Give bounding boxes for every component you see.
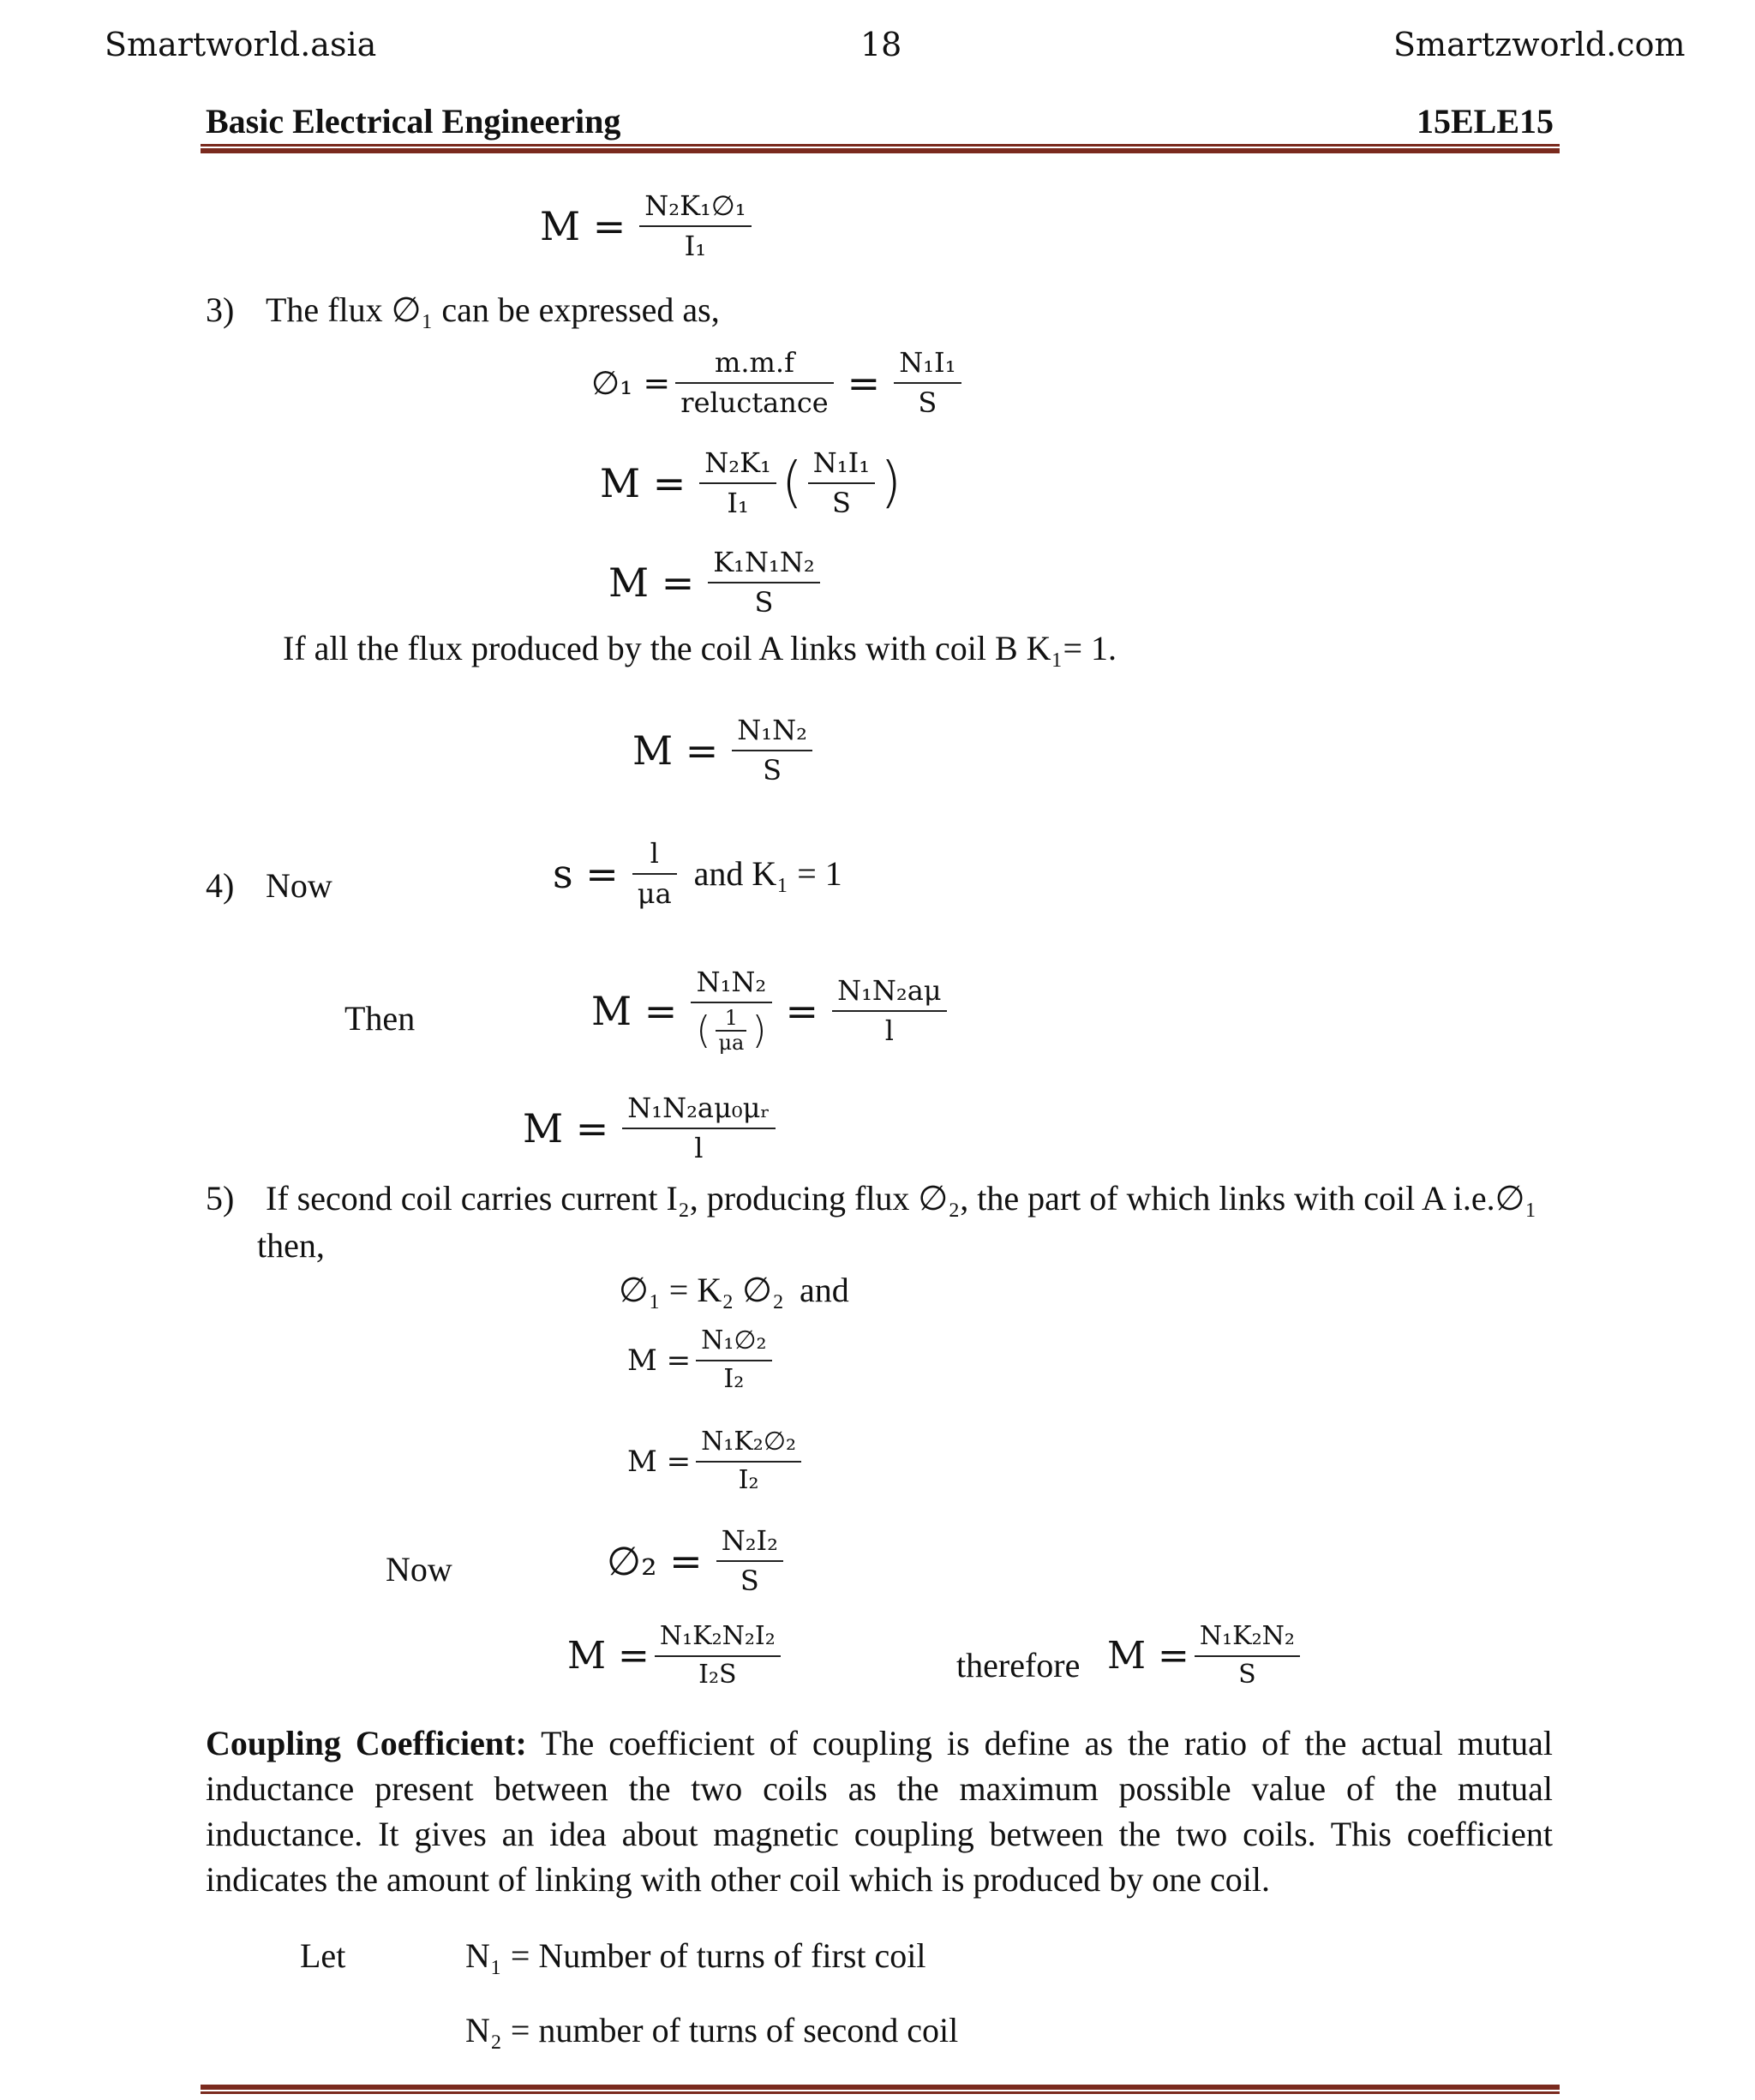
eq9-denominator: I₂ xyxy=(738,1464,759,1495)
equation-flux-relation: ∅₁ = K₂ ∅₂ xyxy=(619,1271,784,1309)
then-inner-right-paren: ) xyxy=(752,1008,767,1053)
eq5-lhs: M = xyxy=(632,727,719,774)
equation-m-n1n2 xyxy=(624,715,818,787)
equation-m-k1n1n2 xyxy=(600,547,825,619)
eq9-numerator: N₁K₂∅₂ xyxy=(701,1427,796,1457)
eq10-denominator: S xyxy=(740,1564,759,1597)
item4-tail: and K₁ = 1 xyxy=(693,854,842,894)
eq6-denominator: l xyxy=(694,1131,704,1164)
then-denominator-2: l xyxy=(884,1014,894,1047)
eq4-denominator: S xyxy=(754,585,774,619)
equation-flux-mmf xyxy=(591,347,967,419)
then-inner-left-paren: ( xyxy=(696,1008,711,1053)
let-line-1: N₁ = Number of turns of first coil xyxy=(465,1936,926,1975)
eq11-numerator-2: N₁K₂N₂ xyxy=(1199,1621,1295,1651)
item-5-number: 5) xyxy=(206,1179,235,1218)
eq11-lhs-2: M = xyxy=(1107,1634,1189,1678)
equation-phi2 xyxy=(598,1525,788,1597)
right-site-name: Smartzworld.com xyxy=(1393,26,1686,63)
coupling-coefficient-paragraph xyxy=(206,1720,1553,1902)
equation-m-n1-phi2 xyxy=(627,1326,777,1394)
eq2-denominator-1: reluctance xyxy=(680,386,829,419)
then-label: Then xyxy=(344,999,416,1038)
equation-m-final xyxy=(567,1622,786,1690)
eq2-equals: = xyxy=(847,359,881,406)
item-5-line-1: If second coil carries current I₂, producing flux ∅₂, the part of which links with coil A i.e.∅₁ xyxy=(266,1179,1537,1218)
coupling-heading: Coupling Coefficient: xyxy=(206,1724,527,1762)
item4-numerator: l xyxy=(650,837,659,870)
equation-m-substituted xyxy=(591,447,901,519)
item4-lhs: s = xyxy=(553,850,619,897)
eq8-lhs: M = xyxy=(627,1343,692,1378)
item-5-line-2: then, xyxy=(257,1226,325,1265)
eq10-numerator: N₂I₂ xyxy=(721,1524,778,1557)
item-4-number: 4) xyxy=(206,866,235,905)
equation-m-result xyxy=(1107,1622,1305,1690)
then-numerator-1: N₁N₂ xyxy=(696,966,767,998)
eq4-lhs: M = xyxy=(608,559,695,606)
then-equals: = xyxy=(785,987,819,1034)
eq11-numerator: N₁K₂N₂I₂ xyxy=(659,1621,776,1651)
then-lhs: M = xyxy=(591,987,678,1034)
therefore-label: therefore xyxy=(956,1646,1081,1684)
page-number: 18 xyxy=(860,26,902,63)
let-line-2: N₂ = number of turns of second coil xyxy=(465,2011,959,2049)
eq1-denominator: I₁ xyxy=(684,229,707,262)
let-label: Let xyxy=(300,1936,346,1975)
item-3-number: 3) xyxy=(206,290,235,329)
eq5-denominator: S xyxy=(763,753,782,787)
eq1-numerator: N₂K₁∅₁ xyxy=(644,189,746,222)
item-3-text: The flux ∅₁ can be expressed as, xyxy=(266,290,720,329)
eq9-lhs: M = xyxy=(627,1444,692,1479)
then-inner-numerator: 1 xyxy=(724,1005,739,1030)
now-label: Now xyxy=(386,1550,452,1588)
equation-flux-relation-and: and xyxy=(800,1271,849,1309)
subject-title: Basic Electrical Engineering xyxy=(206,102,621,141)
equation-m-then xyxy=(583,966,952,1056)
eq3-right-paren: ) xyxy=(880,451,902,515)
eq2-numerator-2: N₁I₁ xyxy=(899,346,956,379)
eq1-lhs: M = xyxy=(540,202,626,249)
equation-m-flux xyxy=(531,190,757,262)
eq3-denominator-1: I₁ xyxy=(727,486,749,519)
eq11-denominator-2: S xyxy=(1238,1659,1256,1690)
eq6-lhs: M = xyxy=(523,1104,609,1152)
coupling-body: The coefficient of coupling is define as the ratio of the actual mutual inductance present between the two coils as the maximum possible value of the mutual inductance. It gives an idea about magnetic coupling between the two coils. This coefficient indicates the amount of linking with other coil which is produced by one coil. xyxy=(206,1724,1553,1899)
eq2-numerator-1: m.m.f xyxy=(715,346,794,379)
equation-m-mu0-mur xyxy=(514,1092,781,1164)
eq3-numerator-2: N₁I₁ xyxy=(812,446,871,479)
footer-rule xyxy=(201,2085,1560,2094)
eq11-lhs: M = xyxy=(567,1634,650,1678)
eq2-lhs: ∅₁ = xyxy=(591,363,671,402)
eq6-numerator: N₁N₂aμ₀μᵣ xyxy=(627,1092,770,1124)
eq11-denominator: I₂S xyxy=(698,1659,737,1690)
eq5-numerator: N₁N₂ xyxy=(737,714,807,746)
eq10-lhs: ∅₂ = xyxy=(607,1537,703,1584)
eq8-denominator: I₂ xyxy=(723,1363,745,1394)
left-site-name: Smartworld.asia xyxy=(105,26,377,63)
equation-m-n1k2-phi2 xyxy=(627,1427,806,1495)
course-code: 15ELE15 xyxy=(1417,102,1554,141)
equation-reluctance xyxy=(544,838,842,910)
eq3-left-paren: ( xyxy=(781,451,803,515)
then-inner-denominator: μa xyxy=(718,1031,745,1056)
item-4-text: Now xyxy=(266,866,332,905)
eq4-numerator: K₁N₁N₂ xyxy=(713,546,815,578)
header-rule xyxy=(201,144,1560,153)
eq3-numerator-1: N₂K₁ xyxy=(704,446,771,479)
item4-denominator: μa xyxy=(637,876,672,910)
eq3-lhs: M = xyxy=(600,459,686,506)
eq3-denominator-2: S xyxy=(831,486,851,519)
eq2-denominator-2: S xyxy=(918,386,937,419)
note-full-linkage: If all the flux produced by the coil A links with coil B K₁= 1. xyxy=(283,629,1117,667)
then-numerator-2: N₁N₂aμ xyxy=(837,974,942,1008)
eq8-numerator: N₁∅₂ xyxy=(701,1325,767,1355)
